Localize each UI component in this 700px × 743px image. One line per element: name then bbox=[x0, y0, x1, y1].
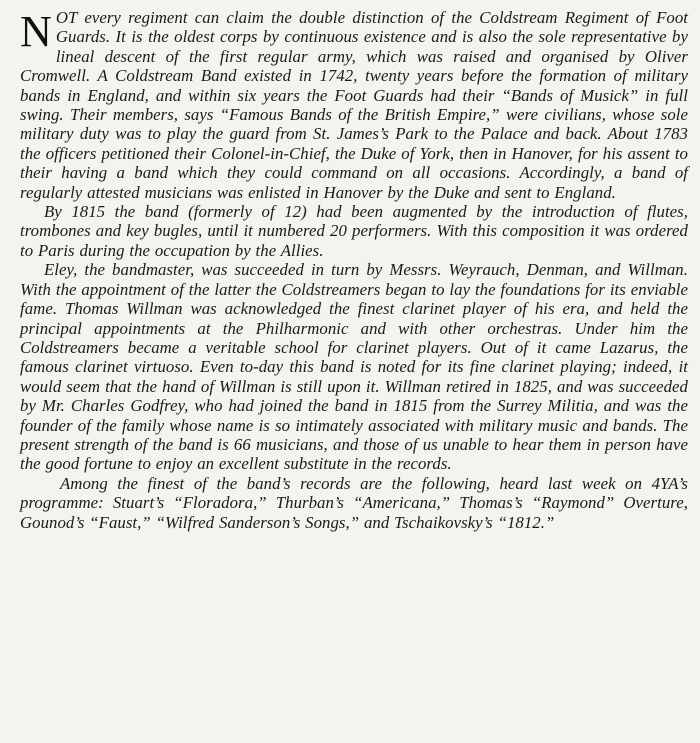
paragraph-2: By 1815 the band (formerly of 12) had been augmented by the introduction of flutes, trombones and key bugles, until it numbered 20 performers. With this composition it was ordered to Paris during the occupation by the Allies. bbox=[20, 202, 688, 260]
paragraph-1-text: OT every regiment can claim the double distinction of the Coldstream Regiment of Foot Guards. It is the oldest corps by continuous existence and is also the sole representative by lineal descent of the first regular army, which was raised and organised by Oliver Cromwell. A Coldstream Band existed in 1742, twenty years before the formation of military bands in England, and within six years the Foot Guards had their “Bands of Musick” in full swing. Their members, says “Famous Bands of the British Empire,” were civilians, whose sole military duty was to play the guard from St. James’s Park to the Palace and back. About 1783 the officers petitioned their Colonel-in-Chief, the Duke of York, then in Hanover, for his assent to their having a band which they could command on all occasions. Accordingly, a band of regularly attested musicians was enlisted in Hanover by the Duke and sent to England. bbox=[20, 8, 688, 202]
drop-cap-letter: N bbox=[20, 7, 52, 56]
paragraph-3: Eley, the bandmaster, was succeeded in turn by Messrs. Weyrauch, Denman, and Willman. With the appointment of the latter the Coldstreamers began to lay the foundations for its enviable fame. Thomas Willman was acknowledged the finest clarinet player of his era, and held the principal appointments at the Philharmonic and with other orchestras. Under him the Coldstreamers became a veritable school for clarinet players. Out of it came Lazarus, the famous clarinet virtuoso. Even to-day this band is noted for its fine clarinet playing; indeed, it would seem that the hand of Willman is still upon it. Willman retired in 1825, and was succeeded by Mr. Charles Godfrey, who had joined the band in 1815 from the Surrey Militia, and was the founder of the family whose name is so intimately associated with military music and bands. The present strength of the band is 66 musicians, and those of us unable to hear them in person have the good fortune to enjoy an excellent substitute in the records. bbox=[20, 260, 688, 474]
paragraph-4: Among the finest of the band’s records are the following, heard last week on 4YA’s programme: Stuart’s “Floradora,” Thurban’s “Americana,” Thomas’s “Raymond” Overture, Gounod’s “Faust,” “Wilfred Sanderson’s Songs,” and Tschaikovsky’s “1812.” bbox=[20, 473, 688, 532]
article-body bbox=[20, 8, 688, 532]
paragraph-1 bbox=[20, 8, 688, 202]
